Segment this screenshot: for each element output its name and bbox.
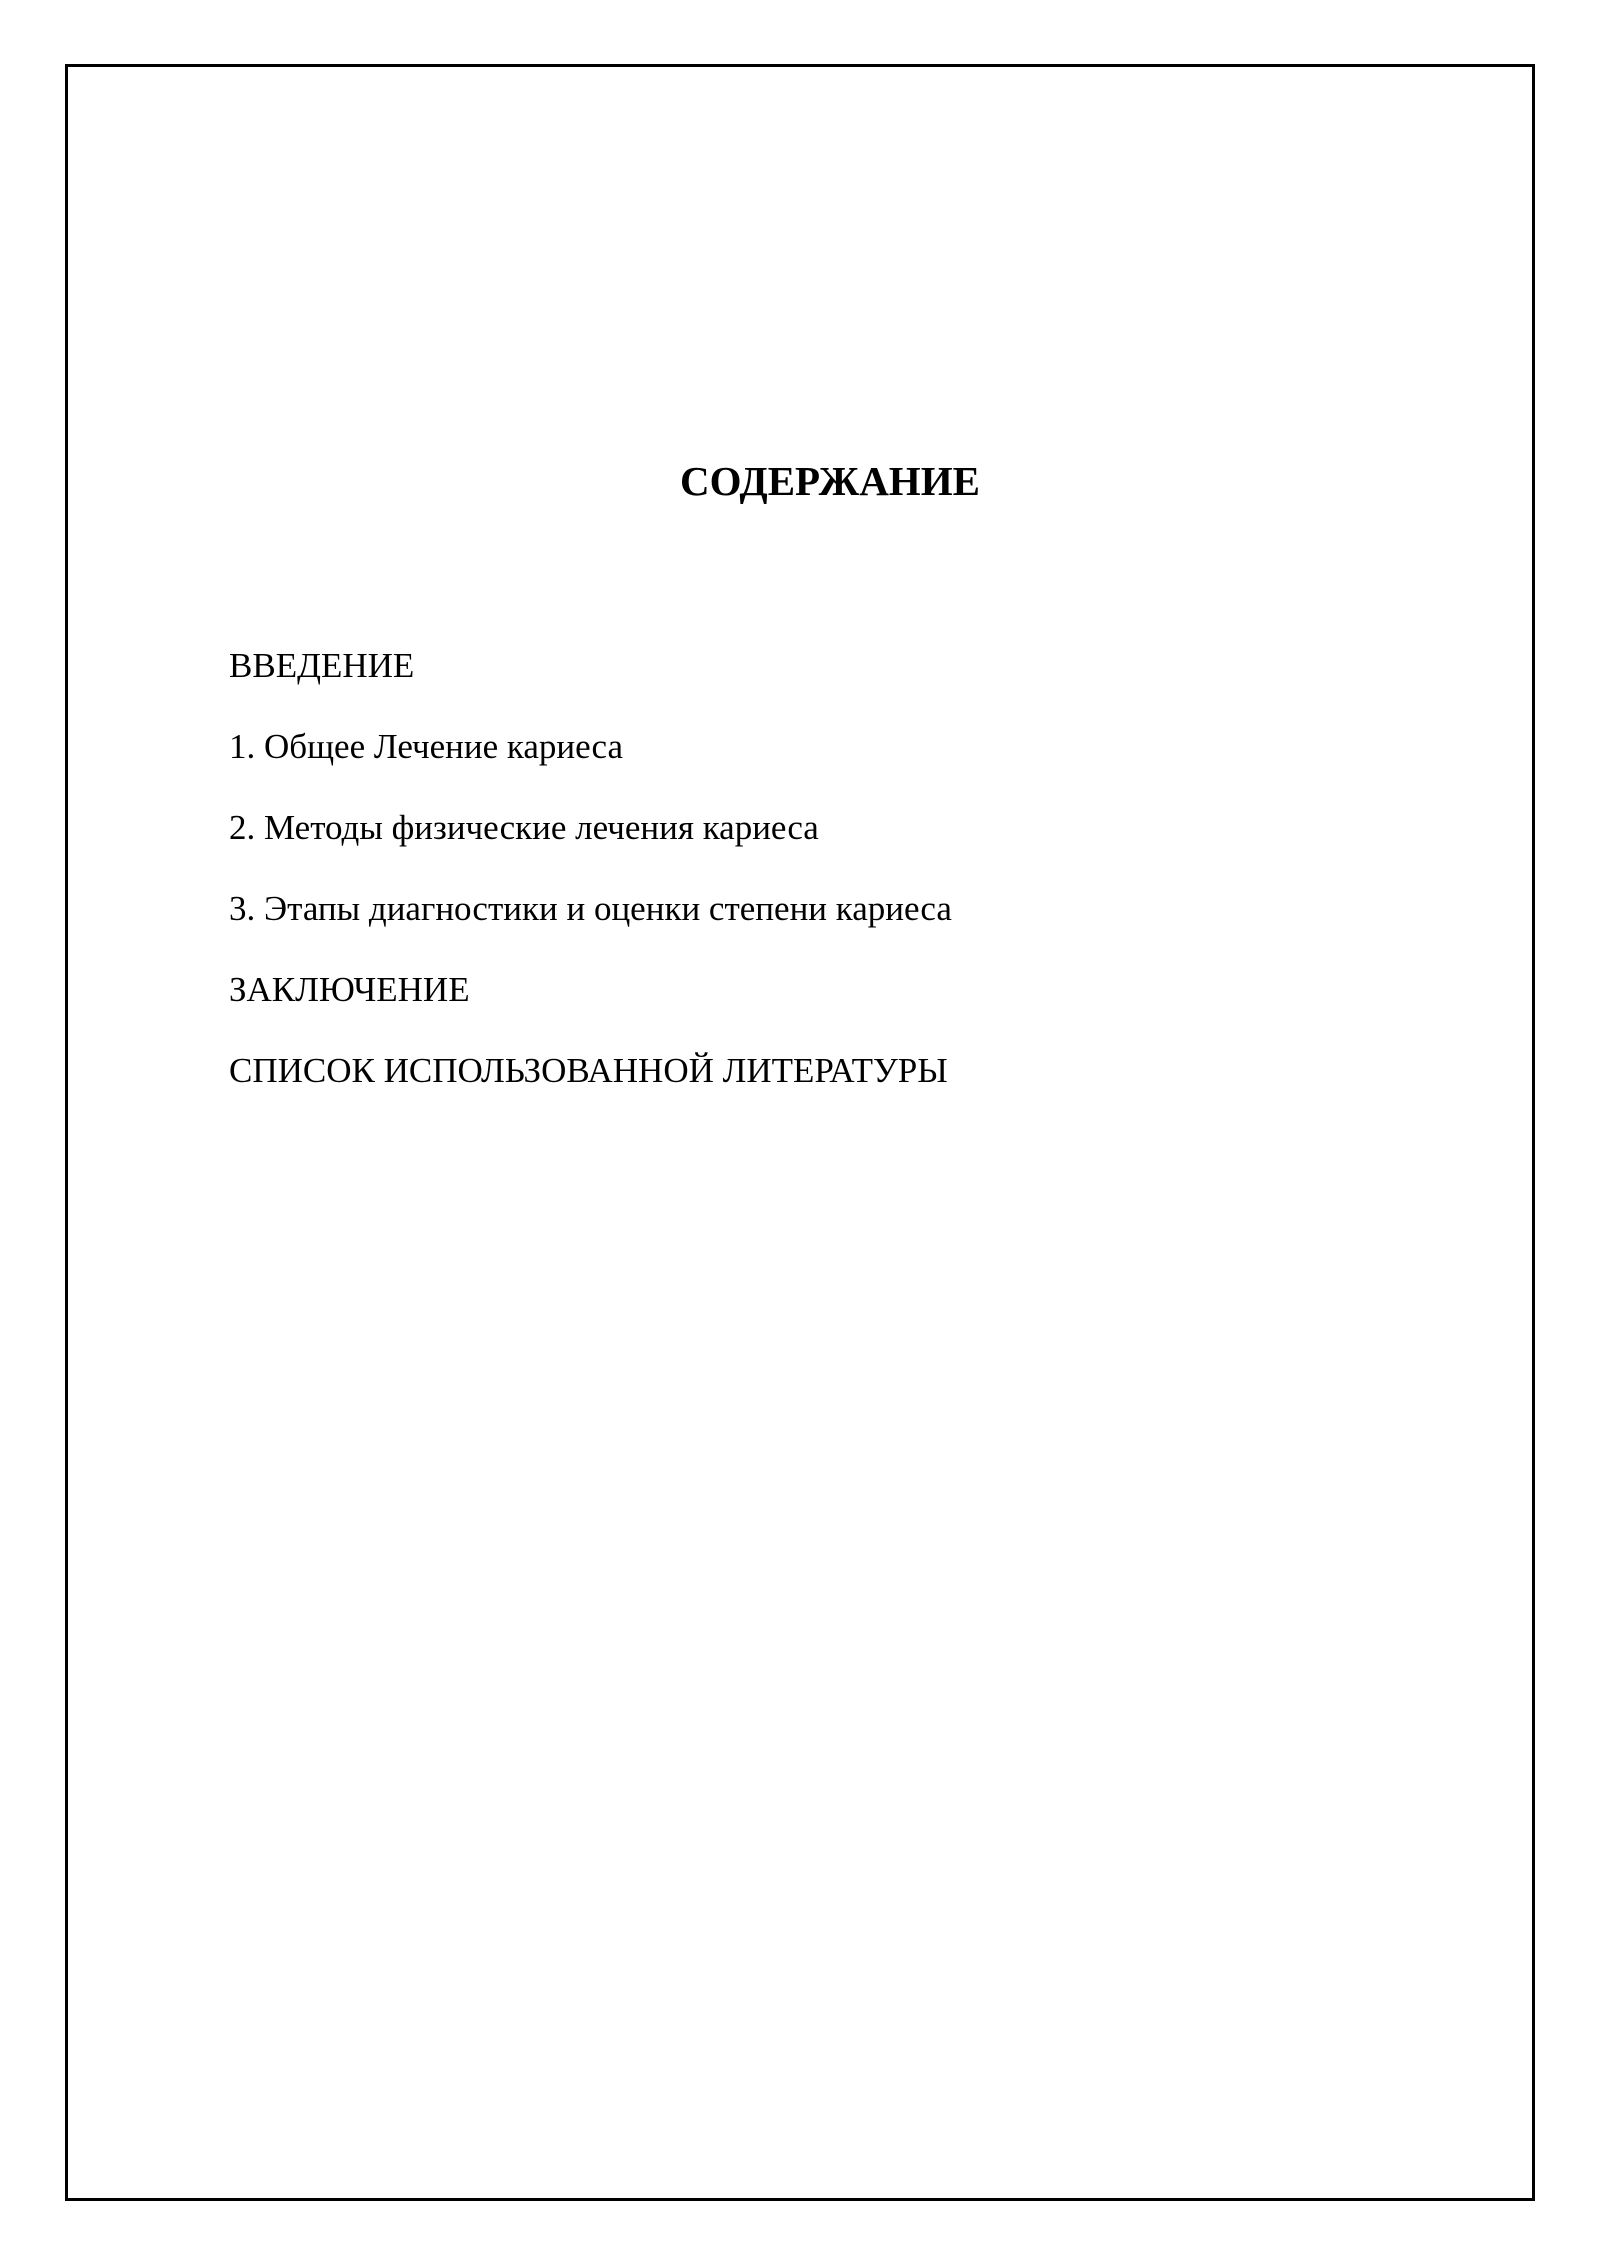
toc-item-chapter-1: 1. Общее Лечение кариеса — [229, 727, 624, 766]
page-title: СОДЕРЖАНИЕ — [680, 458, 980, 504]
toc-item-conclusion: ЗАКЛЮЧЕНИЕ — [229, 970, 470, 1009]
toc-item-introduction: ВВЕДЕНИЕ — [229, 646, 415, 685]
table-of-contents — [229, 641, 952, 1127]
page-frame — [65, 64, 1535, 2201]
toc-item-chapter-2: 2. Методы физические лечения кариеса — [229, 808, 819, 847]
toc-item-chapter-3: 3. Этапы диагностики и оценки степени кариеса — [229, 889, 952, 928]
toc-item-references: СПИСОК ИСПОЛЬЗОВАННОЙ ЛИТЕРАТУРЫ — [229, 1051, 948, 1090]
